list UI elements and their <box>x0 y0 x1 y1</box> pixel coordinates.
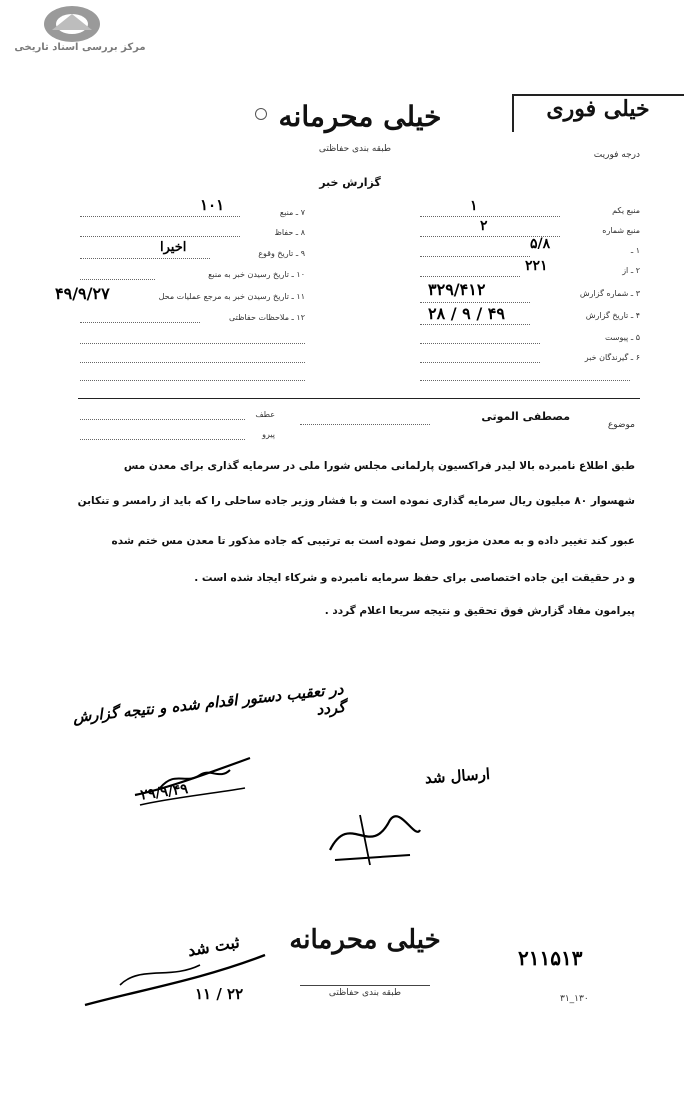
subject-label: موضوع <box>607 420 635 430</box>
archive-org-name: مرکز بررسی اسناد تاریخی <box>14 42 146 53</box>
field-value: ۱ <box>470 198 478 214</box>
field-label: ۱۰ ـ تاریخ رسیدن خبر به منبع <box>208 270 305 279</box>
field-value: ۲۸ / ۹ / ۴۹ <box>428 304 505 323</box>
field-value: اخیرا <box>160 240 187 255</box>
field-label: ۷ ـ منبع <box>279 208 305 217</box>
field-label: ۱۱ ـ تاریخ رسیدن خبر به مرجع عملیات محل <box>158 292 305 301</box>
field-label: ۴ ـ تاریخ گزارش <box>585 311 640 320</box>
body-line: طبق اطلاع نامبرده بالا لیدر فراکسیون پارلمانی مجلس شورا ملی در سرمایه گذاری برای معدن مس <box>123 460 635 472</box>
body-line: و در حقیقت این جاده اختصاصی برای حفظ سرمایه نامبرده و شرکاء ایجاد شده است . <box>194 572 635 584</box>
handwritten-bottom-date: ۱۱ / ۲۲ <box>195 985 244 1003</box>
body-line: عبور کند تغییر داده و به معدن مزبور وصل نموده است به ترتیبی که جاده مذکور تا معدن مس ختم شده <box>111 535 635 547</box>
urgency-subtitle: درجه فوریت <box>593 150 640 160</box>
section-divider <box>78 398 640 399</box>
urgency-title: خیلی فوری <box>546 96 650 122</box>
field-value: ۳۲۹/۴۱۲ <box>428 280 486 299</box>
field-value: ۲۲۱ <box>525 258 548 274</box>
footer-classification-subtitle: طبقه بندی حفاظتی <box>300 985 430 998</box>
body-line: شهسوار ۸۰ میلیون ریال سرمایه گذاری نموده است و با فشار وزیر جاده ساحلی را که باید از رامسر و تنکابن <box>77 495 635 507</box>
handwritten-send-note: ارسال شد <box>424 764 491 788</box>
field-value: ۴۹/۹/۲۷ <box>55 284 110 303</box>
field-label: ۹ ـ تاریخ وقوع <box>258 249 305 258</box>
ref-follow-label: پیرو <box>262 430 275 439</box>
report-type: گزارش خبر <box>319 176 381 189</box>
handwritten-bottom-note: ثبت شد <box>186 932 241 961</box>
classification-subtitle: طبقه بندی حفاظتی <box>318 144 392 154</box>
field-label: ۸ ـ حفاظ <box>274 228 305 237</box>
field-label: ۱۲ ـ ملاحظات حفاظتی <box>229 313 305 322</box>
field-value: ۲ <box>480 218 488 234</box>
stamp-dot-icon <box>255 108 267 120</box>
field-value: ۵/۸ <box>530 236 551 252</box>
signature-icon <box>130 750 260 810</box>
ref-attached-label: عطف <box>255 410 275 419</box>
field-value: ۱۰۱ <box>200 196 225 214</box>
bottom-signature-icon <box>80 945 270 1015</box>
body-line: پیرامون مفاد گزارش فوق تحقیق و نتیجه سریعا اعلام گردد . <box>324 605 635 617</box>
field-label: منبع شماره <box>602 226 640 235</box>
document-number: ۲۱۱۵۱۳ <box>518 946 583 970</box>
handwritten-date-note: ۲۹/۹/۴۹ <box>139 781 190 804</box>
field-label: ۵ ـ پیوست <box>604 333 640 342</box>
field-label: ۶ ـ گیرندگان خبر <box>584 353 640 362</box>
handwritten-margin-note: در تعقیب دستور اقدام شده و نتیجه گزارش گردد <box>72 679 347 727</box>
field-label: ۱ ـ <box>630 246 640 255</box>
field-label: ۳ ـ شماره گزارش <box>579 289 640 298</box>
subject-value: مصطفی الموتی <box>481 410 570 423</box>
field-label: منبع یکم <box>612 206 640 215</box>
field-label: ۲ ـ از <box>622 266 640 275</box>
classification-title: خیلی محرمانه <box>278 100 442 133</box>
form-code: ۳۱_۱۳۰ <box>560 994 589 1004</box>
footer-classification: خیلی محرمانه <box>289 925 441 955</box>
archive-logo-icon <box>42 4 102 44</box>
initials-signature-icon <box>320 800 430 870</box>
